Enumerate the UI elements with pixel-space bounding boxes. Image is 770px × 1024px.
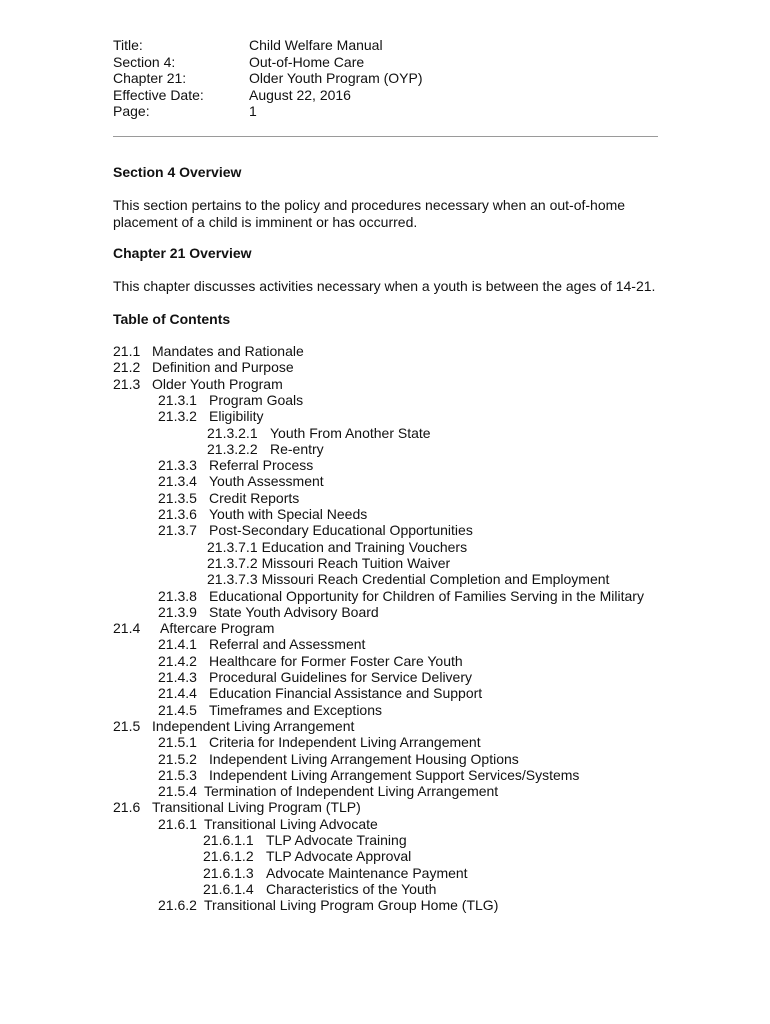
toc-entry-number: 21.2 (113, 359, 141, 376)
toc-entry-title: Referral Process (209, 457, 314, 474)
toc-entry (158, 783, 498, 799)
header-row-chapter (113, 70, 423, 87)
toc-entry (113, 799, 361, 815)
toc-entry (158, 588, 644, 604)
toc-entry-title: Mandates and Rationale (152, 343, 304, 359)
toc-entry (158, 604, 379, 620)
toc-entry (158, 897, 498, 913)
toc-entry-number: 21.3.2.1 (207, 424, 258, 441)
toc-entry-number: 21.4.1 (158, 636, 197, 653)
toc-entry-title: Post-Secondary Educational Opportunities (209, 522, 473, 539)
toc-entry (158, 473, 324, 489)
toc-entry-number: 21.6.1.4 (203, 880, 254, 897)
toc-entry-number: 21.3.5 (158, 489, 197, 506)
header-value: Out-of-Home Care (249, 53, 365, 70)
chapter-overview-text: This chapter discusses activities necessary when a youth is between the ages of 14-21. (113, 278, 656, 294)
toc-entry-number: 21.3.6 (158, 506, 197, 522)
header-row-effective-date (113, 87, 423, 104)
header-label: Chapter 21: (113, 70, 187, 87)
toc-entry-title: Healthcare for Former Foster Care Youth (209, 652, 463, 669)
toc-entry (158, 408, 263, 424)
toc-entry-title: Termination of Independent Living Arrangement (204, 783, 499, 800)
toc-entry-title: TLP Advocate Approval (266, 848, 412, 865)
toc-entry-title: Older Youth Program (152, 375, 283, 392)
chapter-overview-heading: Chapter 21 Overview (113, 245, 252, 261)
toc-entry (158, 653, 463, 669)
toc-entry-number: 21.6.1.2 (203, 848, 254, 865)
toc-entry-number: 21.4.4 (158, 685, 197, 702)
toc-entry-title: Transitional Living Program (TLP) (152, 799, 361, 816)
toc-entry (113, 718, 354, 734)
toc-entry-title: Aftercare Program (160, 620, 275, 637)
toc-entry (203, 865, 468, 881)
toc-entry (158, 506, 367, 522)
toc-entry (158, 392, 303, 408)
toc-entry (207, 539, 467, 555)
toc-entry-number: 21.3.3 (158, 457, 197, 474)
toc-entry-title: Re-entry (270, 440, 324, 457)
toc-entry-number: 21.5.2 (158, 750, 197, 767)
toc-entry-title: Eligibility (209, 408, 264, 425)
toc-entry-title: Timeframes and Exceptions (209, 701, 382, 718)
header-value: August 22, 2016 (249, 86, 351, 103)
header-row-title (113, 37, 423, 54)
toc-heading: Table of Contents (113, 311, 231, 327)
toc-entry-number: 21.5.1 (158, 734, 197, 751)
toc-entry-title: Youth with Special Needs (209, 506, 368, 522)
toc-entry-title: Youth From Another State (270, 424, 431, 441)
toc-entry-title: Program Goals (209, 391, 304, 408)
toc-entry-number: 21.5.3 (158, 766, 197, 783)
toc-entry-title: Procedural Guidelines for Service Delivery (209, 669, 472, 685)
toc-entry-title: Transitional Living Program Group Home (TLG) (204, 897, 499, 914)
toc-entry-number: 21.6 (113, 799, 141, 816)
toc-entry-title: Credit Reports (209, 489, 300, 506)
toc-entry-number: 21.3.9 (158, 603, 197, 620)
header-value: 1 (249, 103, 257, 120)
toc-entry-number: 21.4.2 (158, 652, 197, 669)
toc-entry-number: 21.3.2.2 (207, 440, 258, 457)
toc-entry (203, 832, 407, 848)
toc-entry (203, 848, 411, 864)
header-label: Page: (113, 103, 150, 120)
header-divider (113, 136, 658, 137)
header-value: Child Welfare Manual (249, 37, 383, 53)
toc-entry (113, 376, 283, 392)
toc-entry-title: Characteristics of the Youth (266, 880, 437, 897)
toc-entry-number: 21.1 (113, 343, 141, 359)
toc-entry-number: 21.3.7 (158, 522, 197, 539)
toc-entry-title: Advocate Maintenance Payment (266, 864, 468, 881)
toc-entry (158, 636, 365, 652)
toc-entry-title: Missouri Reach Credential Completion and Employment (261, 571, 610, 588)
toc-entry-title: Independent Living Arrangement (152, 717, 355, 734)
toc-entry-number: 21.6.1.1 (203, 832, 254, 848)
toc-entry (158, 669, 472, 685)
toc-entry (158, 767, 579, 783)
toc-entry (158, 816, 378, 832)
toc-entry-title: Referral and Assessment (209, 636, 366, 653)
toc-entry (158, 702, 382, 718)
toc-entry-title: Missouri Reach Tuition Waiver (261, 554, 451, 571)
header-label: Section 4: (113, 53, 176, 70)
toc-entry (158, 490, 299, 506)
toc-entry (207, 555, 450, 571)
toc-entry (207, 441, 324, 457)
toc-entry (158, 751, 519, 767)
toc-entry-number: 21.5 (113, 717, 141, 734)
header-label: Effective Date: (113, 86, 204, 103)
toc-entry-number: 21.4.5 (158, 701, 197, 718)
toc-entry-number: 21.3.4 (158, 473, 197, 490)
toc-entry-number: 21.6.1.3 (203, 864, 254, 881)
toc-entry-number: 21.3.7.2 (207, 554, 258, 571)
toc-entry (207, 571, 609, 587)
toc-entry-title: TLP Advocate Training (266, 832, 407, 848)
toc-entry-number: 21.5.4 (158, 783, 197, 800)
toc-entry-number: 21.6.1 (158, 815, 197, 832)
header-row-section (113, 54, 423, 71)
toc-entry-title: Youth Assessment (209, 473, 324, 490)
toc-entry-title: Education Financial Assistance and Support (209, 685, 483, 702)
header-value: Older Youth Program (OYP) (249, 70, 423, 87)
toc-entry-number: 21.3.1 (158, 391, 197, 408)
toc-entry-title: Educational Opportunity for Children of Families Serving in the Military (209, 587, 644, 604)
toc-entry-number: 21.3.2 (158, 408, 197, 425)
toc-entry (113, 620, 274, 636)
toc-entry-title: Independent Living Arrangement Housing Options (209, 750, 519, 767)
section-overview-heading: Section 4 Overview (113, 164, 242, 180)
toc-entry (158, 457, 313, 473)
toc-entry-title: Criteria for Independent Living Arrangement (209, 734, 481, 751)
toc-entry-number: 21.3 (113, 375, 141, 392)
section-overview-text: This section pertains to the policy and procedures necessary when an out-of-home placement of a child is imminent or has occurred. (113, 197, 626, 230)
toc-entry (158, 685, 482, 701)
header-label: Title: (113, 37, 143, 53)
toc-entry-number: 21.3.8 (158, 587, 197, 604)
toc-entry-title: State Youth Advisory Board (209, 603, 379, 620)
toc-entry-number: 21.4.3 (158, 669, 197, 685)
toc-entry-number: 21.6.2 (158, 897, 197, 914)
toc-entry-title: Transitional Living Advocate (204, 815, 378, 832)
document-header (113, 37, 423, 120)
toc-entry-number: 21.4 (113, 620, 141, 637)
toc-entry (113, 343, 304, 359)
toc-entry-title: Definition and Purpose (152, 359, 294, 376)
toc-entry (158, 734, 481, 750)
toc-entry-number: 21.3.7.1 (207, 538, 258, 555)
toc-entry (158, 522, 473, 538)
toc-entry-number: 21.3.7.3 (207, 571, 258, 588)
toc-entry (203, 881, 436, 897)
toc-entry (113, 359, 294, 375)
toc-entry-title: Independent Living Arrangement Support Services/Systems (209, 766, 580, 783)
toc-entry (207, 425, 431, 441)
header-row-page (113, 103, 423, 120)
toc-entry-title: Education and Training Vouchers (261, 538, 468, 555)
